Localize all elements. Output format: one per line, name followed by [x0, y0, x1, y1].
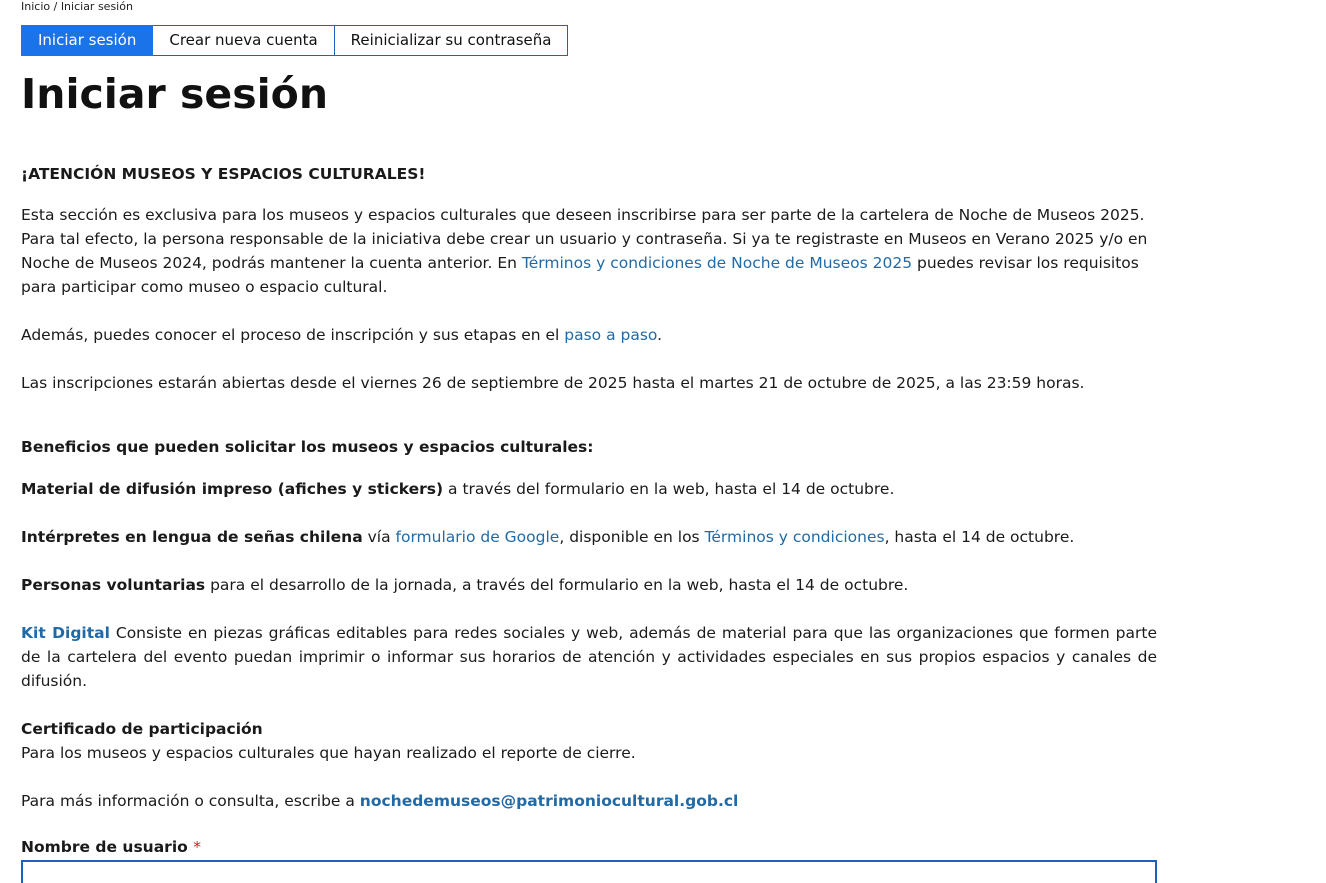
benefit-kit-digital — [21, 621, 1157, 693]
notice-p2-text-b: . — [657, 326, 663, 344]
contact-paragraph — [21, 789, 1157, 813]
benefit-interpreters-text-b: , disponible en los — [559, 528, 705, 546]
notice-p1-text-a: Esta sección es exclusiva para los museos y espacios culturales que deseen inscribirse para ser parte de la cartelera de Noche de Museos 2025. Para tal efecto, la persona responsable de la iniciativa debe crear un usuario y contraseña. Si ya te registraste en Museos en Verano 2025 y/o en Noche de Museos 2024, podrás mantener la cuenta anterior. En — [21, 206, 1148, 272]
benefit-interpreters — [21, 525, 1157, 549]
contact-text: Para más información o consulta, escribe a — [21, 792, 360, 810]
breadcrumb-home-link[interactable]: Inicio — [21, 0, 51, 13]
username-label — [21, 835, 1157, 859]
benefit-kit-text: Consiste en piezas gráficas editables para redes sociales y web, además de material para que las organizaciones que formen parte de la cartelera del evento puedan imprimir o informar sus horarios de atención y actividades especiales en sus propios espacios y canales de difusión. — [21, 624, 1157, 690]
google-form-link[interactable]: formulario de Google — [395, 528, 560, 546]
benefit-volunteers — [21, 573, 1157, 597]
certificate-text: Para los museos y espacios culturales que hayan realizado el reporte de cierre. — [21, 744, 636, 762]
tab-reset-password[interactable]: Reinicializar su contraseña — [335, 25, 569, 56]
benefit-material-title: Material de difusión impreso (afiches y stickers) — [21, 480, 444, 498]
benefit-material — [21, 477, 1157, 501]
benefits-heading: Beneficios que pueden solicitar los museos y espacios culturales: — [21, 438, 594, 456]
benefit-interpreters-title: Intérpretes en lengua de señas chilena — [21, 528, 363, 546]
notice-heading: ¡ATENCIÓN MUSEOS Y ESPACIOS CULTURALES! — [21, 165, 426, 183]
notice-p2-text-a: Además, puedes conocer el proceso de inscripción y sus etapas en el — [21, 326, 565, 344]
benefit-volunteers-title: Personas voluntarias — [21, 576, 206, 594]
notice-paragraph-2 — [21, 323, 1157, 347]
terms-link[interactable]: Términos y condiciones — [704, 528, 885, 546]
kit-digital-link[interactable]: Kit Digital — [21, 624, 110, 642]
benefit-material-text: a través del formulario en la web, hasta el 14 de octubre. — [443, 480, 895, 498]
benefit-volunteers-text: para el desarrollo de la jornada, a través del formulario en la web, hasta el 14 de octubre. — [205, 576, 909, 594]
account-tabs — [21, 25, 1305, 56]
notice-content — [21, 162, 1157, 883]
breadcrumb-current: Iniciar sesión — [60, 0, 133, 13]
username-input[interactable] — [21, 860, 1157, 883]
required-marker: * — [193, 838, 201, 856]
page-title: Iniciar sesión — [21, 70, 329, 118]
notice-p1-text-b: puedes revisar los requisitos para participar como museo o espacio cultural. — [21, 254, 1139, 296]
username-label-text: Nombre de usuario — [21, 838, 188, 856]
tab-create-account[interactable]: Crear nueva cuenta — [153, 25, 334, 56]
benefit-interpreters-text-a: vía — [362, 528, 396, 546]
breadcrumb — [21, 0, 1305, 22]
notice-paragraph-1 — [21, 203, 1157, 299]
contact-email-link[interactable]: nochedemuseos@patrimoniocultural.gob.cl — [359, 792, 739, 810]
tab-login[interactable]: Iniciar sesión — [21, 25, 153, 56]
benefit-interpreters-text-c: , hasta el 14 de octubre. — [884, 528, 1075, 546]
notice-paragraph-3: Las inscripciones estarán abiertas desde el viernes 26 de septiembre de 2025 hasta el martes 21 de octubre de 2025, a las 23:59 horas. — [21, 374, 1085, 392]
breadcrumb-separator: / — [50, 0, 61, 13]
terms-noche-museos-link[interactable]: Términos y condiciones de Noche de Museos 2025 — [521, 254, 913, 272]
certificate-heading: Certificado de participación — [21, 720, 263, 738]
step-by-step-link[interactable]: paso a paso — [564, 326, 658, 344]
